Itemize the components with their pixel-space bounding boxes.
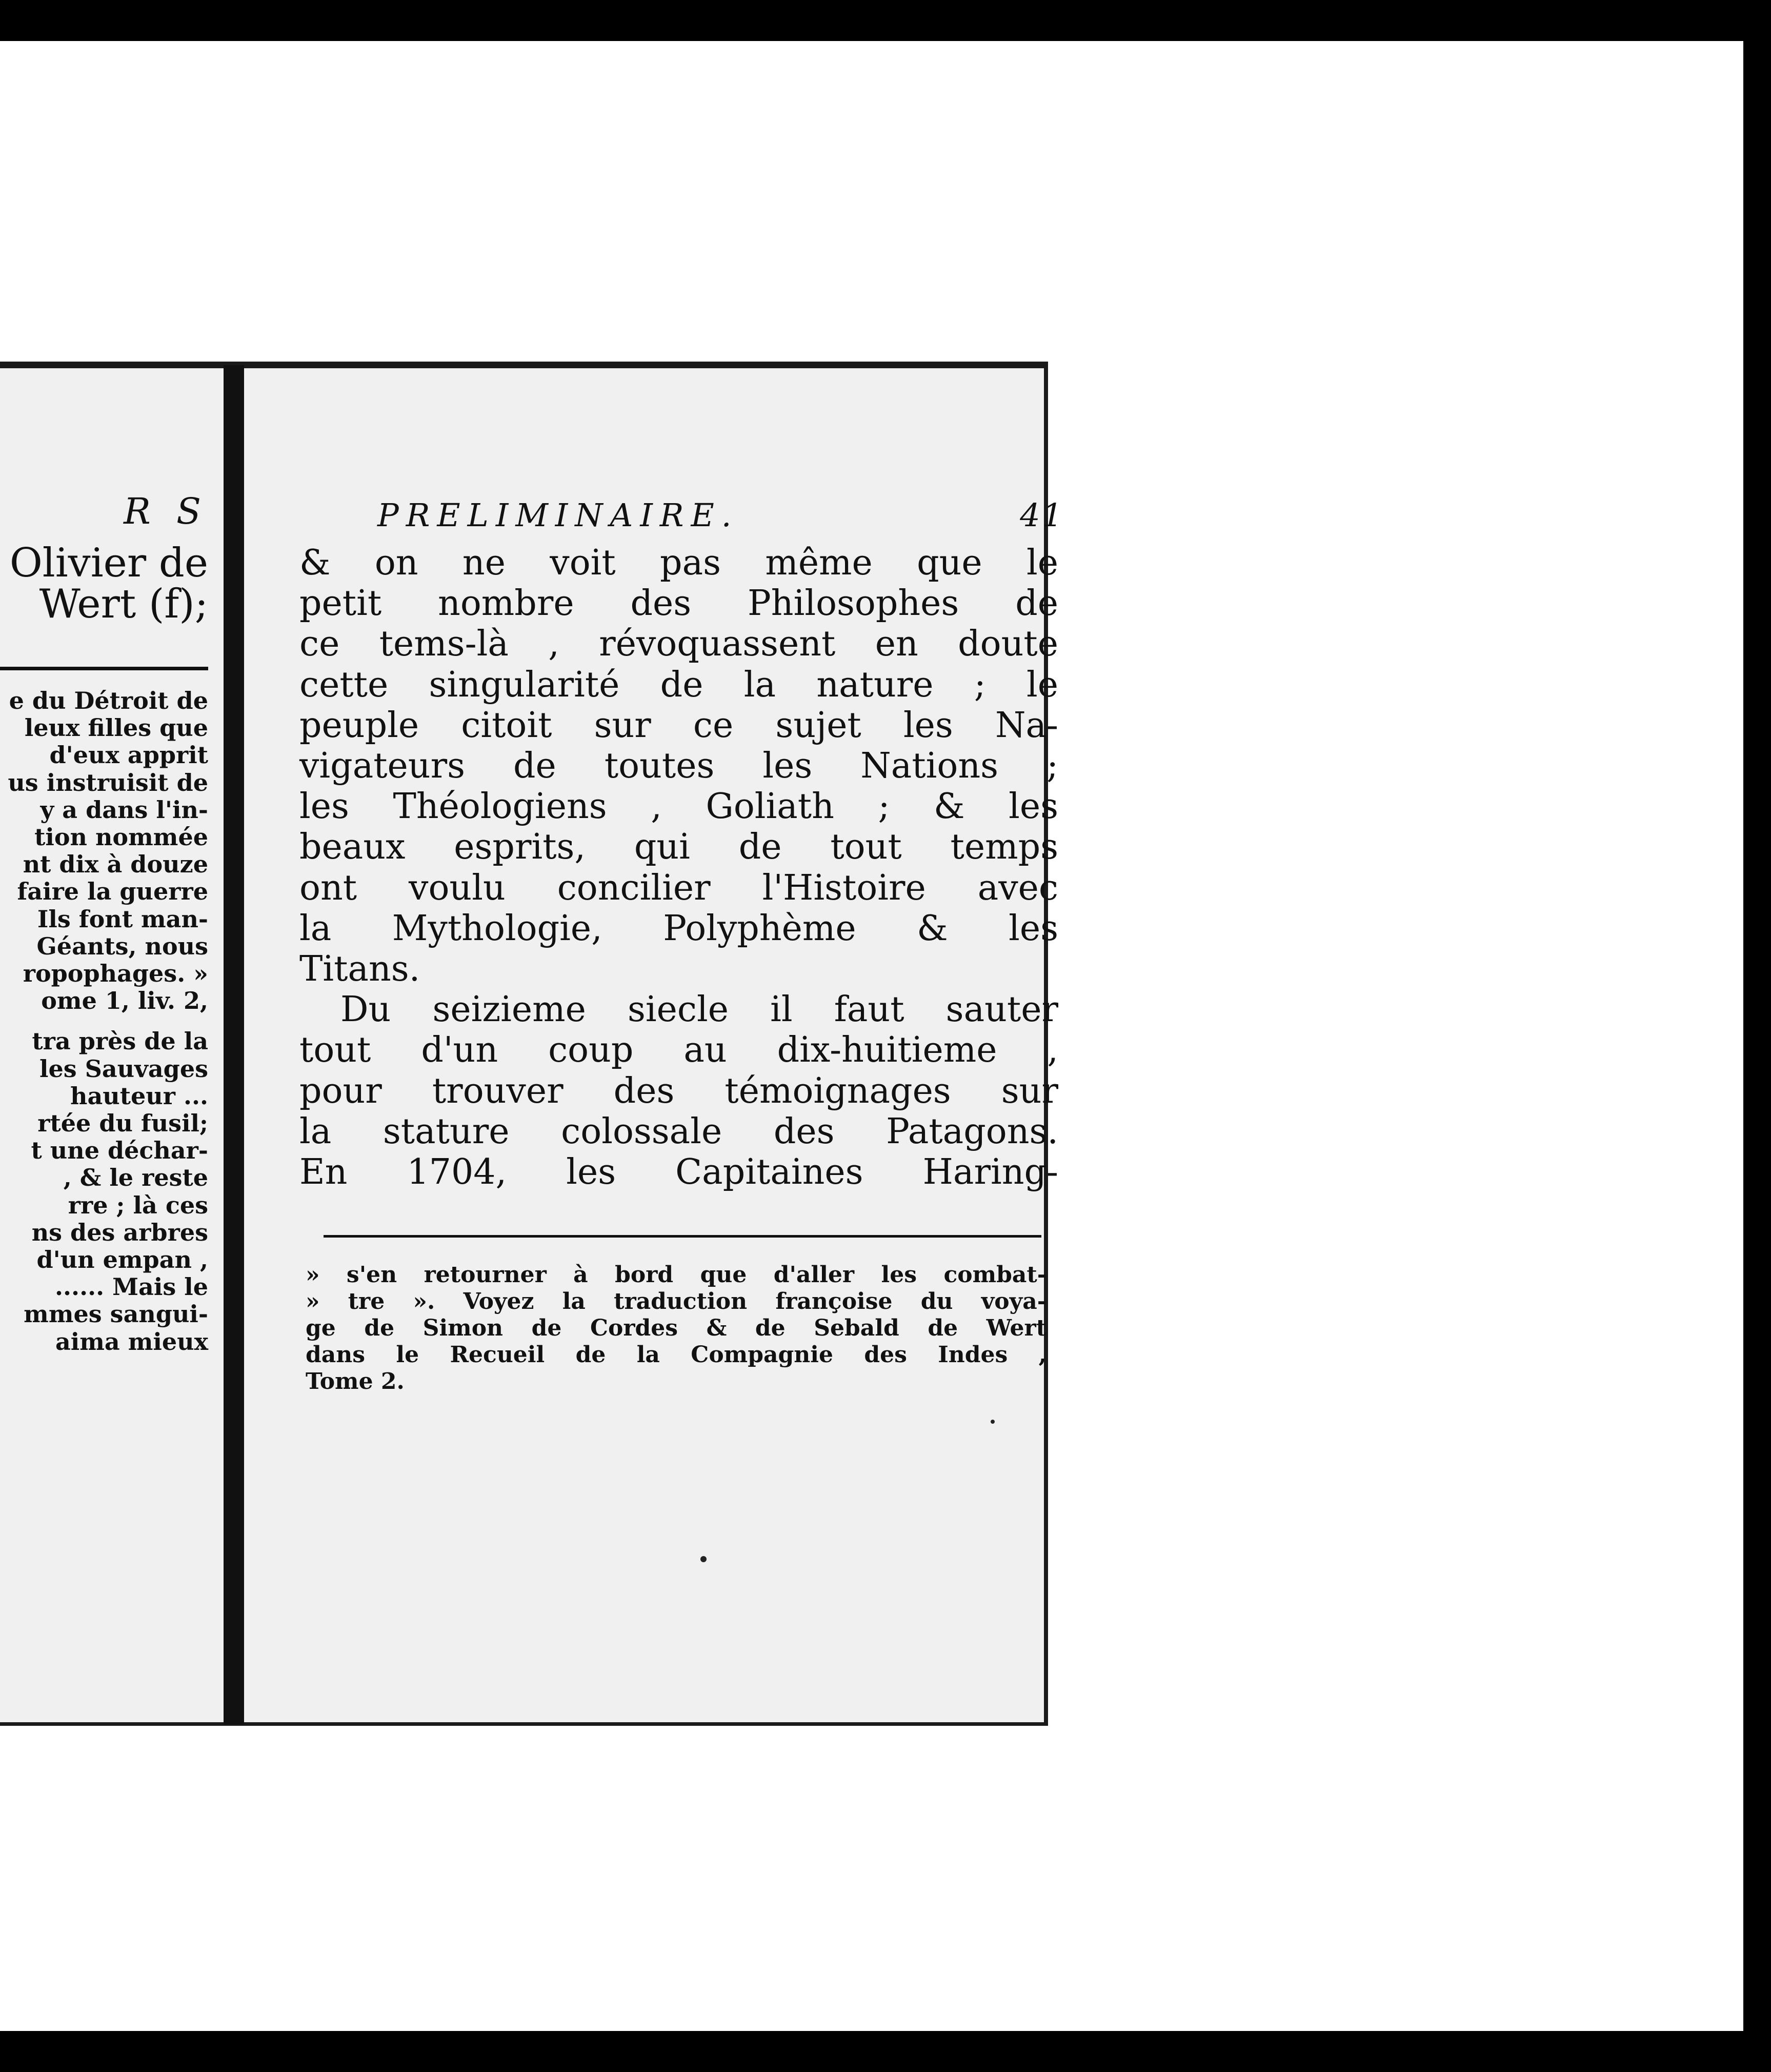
footnote-rule [324, 1235, 1041, 1238]
text-line: & on ne voit pas même que le [299, 543, 1058, 583]
note-line: rtée du fusil; [37, 1109, 208, 1138]
left-page [0, 368, 224, 1722]
note-gap [8, 1014, 208, 1028]
note-line: d'eux apprit [49, 741, 208, 769]
running-title: PRELIMINAIRE. [377, 496, 739, 534]
left-footnote-rule [0, 667, 208, 670]
book-gutter [224, 365, 244, 1724]
note-line: hauteur ... [70, 1082, 208, 1110]
text-line: peuple citoit sur ce sujet les Na- [299, 705, 1058, 746]
note-line: mmes sangui- [24, 1300, 208, 1328]
text-line: beaux esprits, qui de tout temps [299, 827, 1058, 868]
note-line: Ils font man- [37, 905, 208, 933]
text-line: ont voulu concilier l'Histoire avec [299, 867, 1058, 908]
left-body-text [9, 540, 208, 627]
text-line: Olivier de [9, 540, 208, 586]
note-line: , & le reste [63, 1164, 208, 1192]
footnote-line: ge de Simon de Cordes & de Sebald de Wert [306, 1315, 1046, 1341]
note-line: les Sauvages [39, 1054, 208, 1083]
note-line: tra près de la [32, 1027, 208, 1055]
text-line: cette singularité de la nature ; le [299, 664, 1058, 705]
ink-speck [700, 1556, 707, 1562]
text-line: la Mythologie, Polyphème & les [299, 908, 1058, 949]
text-line: En 1704, les Capitaines Haring- [299, 1152, 1058, 1193]
footnote-line: » s'en retourner à bord que d'aller les combat- [306, 1262, 1046, 1288]
note-line: faire la guerre [17, 878, 208, 906]
text-line: vigateurs de toutes les Nations ; [299, 746, 1058, 787]
note-line: ome 1, liv. 2, [41, 987, 208, 1015]
note-line: tion nommée [34, 823, 208, 851]
text-line: Du seizieme siecle il faut sauter [340, 989, 1058, 1030]
running-head [377, 496, 1064, 537]
note-line: y a dans l'in- [40, 795, 208, 824]
note-line: ns des arbres [31, 1218, 208, 1246]
text-line: pour trouver des témoignages sur [299, 1070, 1058, 1111]
note-line: Géants, nous [36, 932, 208, 960]
page-number: 41 [1020, 496, 1064, 534]
footnote-line: Tome 2. [306, 1368, 405, 1394]
left-running-head: R S [124, 490, 208, 532]
note-line: us instruisit de [8, 768, 208, 796]
text-line: Wert (f); [39, 581, 208, 627]
text-line: la stature colossale des Patagons. [299, 1111, 1058, 1152]
text-line: les Théologiens , Goliath ; & les [299, 786, 1058, 827]
body-text [299, 543, 1058, 1192]
text-line: tout d'un coup au dix-huitieme , [299, 1030, 1058, 1071]
right-page [244, 368, 1064, 1722]
footnote-line: dans le Recueil de la Compagnie des Indes , [306, 1342, 1046, 1368]
footnote-line: » tre ». Voyez la traduction françoise du voya- [306, 1288, 1046, 1314]
note-line: t une déchar- [31, 1137, 208, 1165]
note-line: e du Détroit de [9, 687, 208, 714]
text-line: petit nombre des Philosophes de [299, 583, 1058, 624]
text-line: ce tems-là , révoquassent en doute [299, 624, 1058, 665]
note-line: ...... Mais le [55, 1273, 208, 1301]
text-line: Titans. [299, 949, 420, 990]
note-line: leux filles que [24, 714, 208, 742]
note-line: d'un empan , [36, 1246, 208, 1274]
note-line: ropophages. » [23, 960, 208, 988]
note-line: rre ; là ces [68, 1191, 208, 1219]
ink-speck [991, 1420, 995, 1424]
left-footnote-text [8, 687, 208, 1356]
footnote [306, 1262, 1046, 1395]
note-line: nt dix à douze [23, 850, 208, 879]
note-line: aima mieux [55, 1327, 208, 1356]
